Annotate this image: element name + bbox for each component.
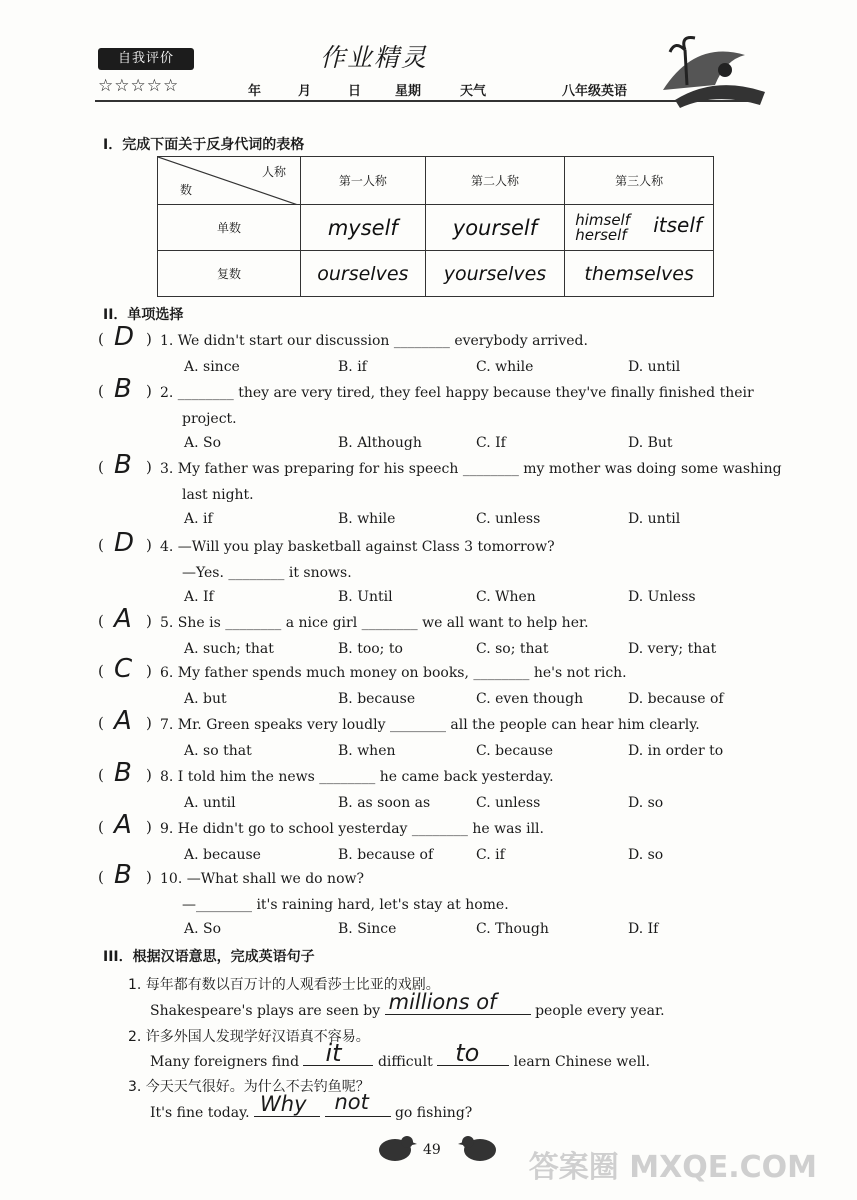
answer-bracket: ( [98,458,104,476]
option-c[interactable]: C. Though [476,921,549,937]
option-b[interactable]: B. as soon as [338,795,431,811]
option-d[interactable]: D. Unless [628,589,696,605]
fill-blank[interactable] [303,1039,373,1067]
handwritten-choice: D [114,528,135,558]
bird-icon [375,1132,417,1164]
section2-title: II．单项选择 [103,307,184,323]
subject-label: 八年级英语 [562,84,628,99]
question-stem: 8. I told him the news ________ he came back yesterday. [160,769,554,785]
sentence-text: Shakespeare's plays are seen by [150,1003,381,1019]
question-stem: 4. —Will you play basketball against Class 3 tomorrow? [160,539,555,555]
handwritten-answer: Why [260,1092,307,1116]
bird-icon [458,1132,500,1164]
option-b[interactable]: B. Although [338,435,422,451]
translation-2-sentence [150,1039,651,1071]
option-b[interactable]: B. too; to [338,641,403,657]
header-rule [95,100,750,102]
sentence-text: people every year. [535,1003,665,1019]
option-d[interactable]: D. because of [628,691,724,707]
option-c[interactable]: C. If [476,435,506,451]
answer-himself: himself [575,210,630,229]
translation-3-chinese: 3. 今天天气很好。为什么不去钓鱼呢？ [128,1079,370,1095]
weather-label: 天气 [460,84,487,99]
question-stem: 2. ________ they are very tired, they feel happy because they've finally finished their [160,385,754,401]
option-c[interactable]: C. while [476,359,534,375]
option-d[interactable]: D. very; that [628,641,717,657]
sentence-text: Many foreigners find [150,1054,300,1070]
option-a[interactable]: A. So [184,435,222,451]
option-a[interactable]: A. so that [184,743,252,759]
handwritten-choice: B [114,450,132,480]
question-stem-cont: last night. [182,487,254,503]
option-b[interactable]: B. when [338,743,396,759]
option-d[interactable]: D. in order to [628,743,724,759]
option-b[interactable]: B. because of [338,847,434,863]
option-c[interactable]: C. if [476,847,505,863]
option-c[interactable]: C. When [476,589,536,605]
col-first-person: 第一人称 [301,157,426,205]
handwritten-choice: A [114,706,132,736]
question-stem: 10. —What shall we do now? [160,871,364,887]
translation-1-chinese: 1. 每年都有数以百万计的人观看莎士比亚的戏剧。 [128,977,440,993]
option-a[interactable]: A. So [184,921,222,937]
answer-herself: herself [575,225,627,244]
answer-ourselves: ourselves [317,262,409,285]
option-d[interactable]: D. If [628,921,659,937]
answer-bracket: ) [146,766,152,784]
question-stem: 5. She is ________ a nice girl ________ we all want to help her. [160,615,589,631]
fill-blank[interactable] [254,1092,320,1117]
handwritten-answer: not [334,1090,369,1114]
option-c[interactable]: C. unless [476,511,541,527]
option-b[interactable]: B. while [338,511,396,527]
question-stem: 1. We didn't start our discussion ________ everybody arrived. [160,333,588,349]
handwritten-choice: B [114,374,132,404]
answer-themselves: themselves [584,262,694,285]
answer-bracket: ( [98,868,104,886]
option-d[interactable]: D. until [628,511,681,527]
month-label: 月 [298,84,312,99]
translation-1-sentence [150,990,665,1020]
option-a[interactable]: A. because [184,847,261,863]
option-d[interactable]: D. But [628,435,673,451]
handwritten-choice: B [114,758,132,788]
fill-blank[interactable] [325,1090,391,1117]
answer-bracket: ( [98,536,104,554]
question-stem: 7. Mr. Green speaks very loudly ________ all the people can hear him clearly. [160,717,700,733]
answer-bracket: ( [98,714,104,732]
person-header: 人称 [261,165,286,179]
answer-bracket: ) [146,714,152,732]
handwritten-choice: A [114,604,132,634]
page-number: 49 [423,1142,441,1158]
option-c[interactable]: C. so; that [476,641,549,657]
sentence-text: difficult [377,1054,433,1070]
answer-bracket: ( [98,662,104,680]
question-stem: 3. My father was preparing for his speech ________ my mother was doing some washing [160,461,782,477]
section3-title: III．根据汉语意思，完成英语句子 [103,949,315,965]
option-d[interactable]: D. so [628,795,664,811]
row-singular: 单数 [158,205,301,251]
option-a[interactable]: A. since [184,359,240,375]
option-d[interactable]: D. so [628,847,664,863]
translation-2-chinese: 2. 许多外国人发现学好汉语真不容易。 [128,1029,370,1045]
answer-bracket: ( [98,382,104,400]
handwritten-answer: it [325,1039,342,1067]
year-label: 年 [248,84,262,99]
self-evaluation-badge: 自我评价 [98,48,194,70]
translation-3-sentence [150,1090,473,1122]
question-stem: 9. He didn't go to school yesterday ________ he was ill. [160,821,544,837]
option-b[interactable]: B. because [338,691,416,707]
sentence-text: learn Chinese well. [513,1054,651,1070]
question-stem: 6. My father spends much money on books, ________ he's not rich. [160,665,627,681]
option-a[interactable]: A. until [184,795,236,811]
answer-bracket: ) [146,458,152,476]
question-stem-cont: —________ it's raining hard, let's stay at home. [182,897,509,913]
fill-blank[interactable] [437,1039,509,1067]
answer-yourself: yourself [452,215,538,240]
rating-stars: ☆☆☆☆☆ [98,76,180,96]
option-c[interactable]: C. unless [476,795,541,811]
answer-bracket: ( [98,612,104,630]
number-header: 数 [180,183,193,197]
fill-blank[interactable] [385,990,531,1015]
surfing-cartoon-icon [655,30,770,110]
handwritten-choice: A [114,810,132,840]
answer-bracket: ) [146,662,152,680]
reflexive-pronoun-table [157,156,714,297]
option-a[interactable]: A. such; that [184,641,274,657]
option-a[interactable]: A. if [184,511,213,527]
col-second-person: 第二人称 [425,157,565,205]
option-a[interactable]: A. but [184,691,227,707]
question-stem-cont: —Yes. ________ it snows. [182,565,352,581]
answer-bracket: ) [146,818,152,836]
option-b[interactable]: B. Since [338,921,397,937]
answer-bracket: ) [146,612,152,630]
answer-bracket: ( [98,330,104,348]
answer-yourselves: yourselves [443,262,547,285]
option-d[interactable]: D. until [628,359,681,375]
option-c[interactable]: C. because [476,743,554,759]
brand-title: 作业精灵 [320,43,429,72]
option-c[interactable]: C. even though [476,691,584,707]
answer-bracket: ( [98,818,104,836]
watermark: 答案圈 MXQE.COM [528,1150,817,1185]
handwritten-answer: millions of [388,990,497,1014]
handwritten-choice: D [114,322,135,352]
answer-itself: itself [653,213,702,237]
option-b[interactable]: B. if [338,359,367,375]
handwritten-answer: to [455,1039,480,1067]
day-label: 日 [348,84,362,99]
answer-myself: myself [327,215,398,240]
col-third-person: 第三人称 [565,157,714,205]
answer-bracket: ) [146,382,152,400]
section1-title: I．完成下面关于反身代词的表格 [103,137,305,153]
handwritten-choice: C [114,654,133,684]
answer-bracket: ) [146,868,152,886]
table-corner-cell [158,157,301,205]
option-a[interactable]: A. If [184,589,214,605]
handwritten-choice: B [114,860,132,890]
answer-bracket: ) [146,536,152,554]
row-plural: 复数 [158,251,301,297]
answer-bracket: ( [98,766,104,784]
option-b[interactable]: B. Until [338,589,393,605]
sentence-text: It's fine today. [150,1105,250,1121]
sentence-text: go fishing? [394,1105,473,1121]
weekday-label: 星期 [395,84,422,99]
answer-bracket: ) [146,330,152,348]
question-stem-cont: project. [182,411,237,427]
